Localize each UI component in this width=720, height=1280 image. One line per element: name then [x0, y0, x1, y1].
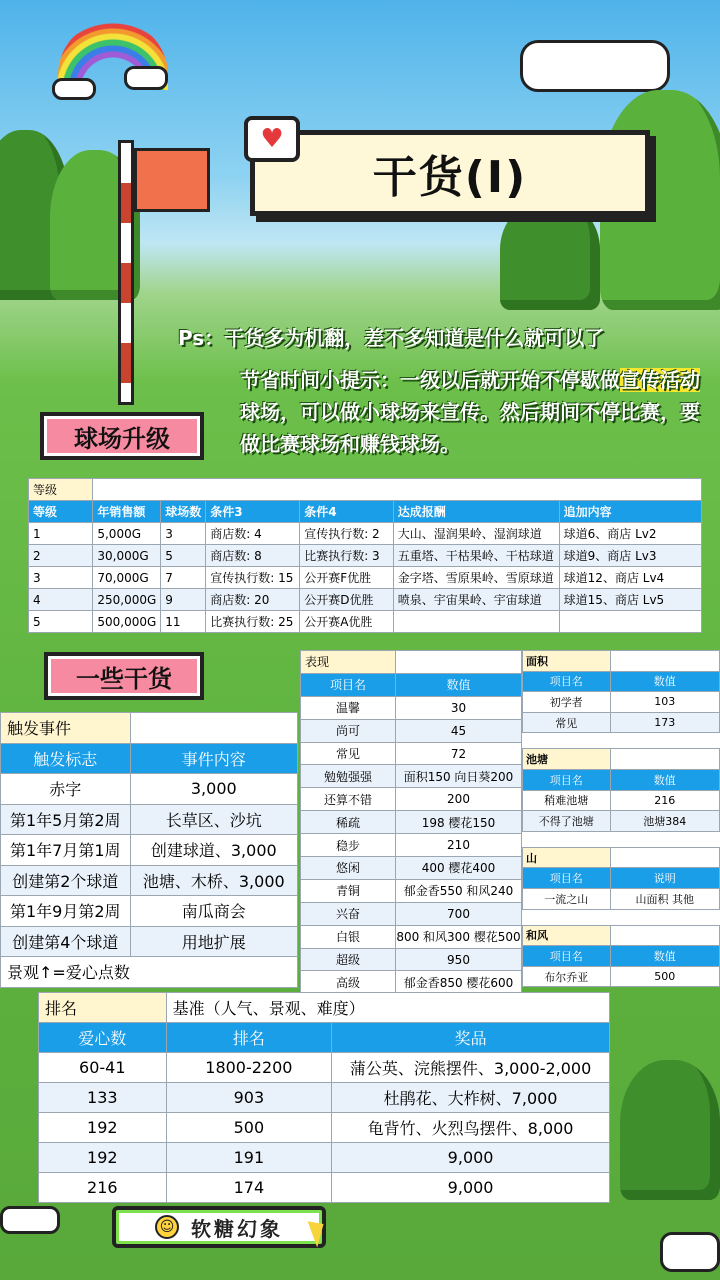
column-header: 说明 [610, 868, 719, 889]
bush-bottom [620, 1060, 720, 1200]
table-row [301, 948, 522, 971]
ps-note: Ps：干货多为机翻，差不多知道是什么就可以了 [178, 326, 605, 350]
section-label-tips: 一些干货 [44, 652, 204, 700]
cell: 400 樱花400 [396, 857, 522, 880]
column-header: 项目名 [301, 673, 396, 696]
cell: 173 [610, 712, 719, 733]
cell: 70,000G [93, 567, 161, 589]
cell: 第1年9月第2周 [1, 896, 131, 927]
table-row [39, 1173, 610, 1203]
table-row [1, 835, 298, 866]
table-row [1, 896, 298, 927]
cell: 1800-2200 [166, 1053, 332, 1083]
table-row [301, 788, 522, 811]
cell: 第1年5月第2周 [1, 804, 131, 835]
cell: 悠闲 [301, 857, 396, 880]
table-row [39, 1113, 610, 1143]
cell: 商店数: 4 [206, 523, 300, 545]
column-header: 排名 [166, 1023, 332, 1053]
cell: 温馨 [301, 696, 396, 719]
column-header: 年销售额 [93, 501, 161, 523]
cell: 宣传执行数: 15 [206, 567, 300, 589]
table-row [523, 966, 720, 987]
column-header: 条件3 [206, 501, 300, 523]
cell: 郁金香550 和风240 [396, 879, 522, 902]
performance-table [300, 650, 522, 994]
cell: 30 [396, 696, 522, 719]
cell: 球道12、商店 Lv4 [559, 567, 701, 589]
cell: 稳步 [301, 834, 396, 857]
cell: 1 [29, 523, 93, 545]
table-row [1, 865, 298, 896]
column-header: 球场数 [161, 501, 206, 523]
cell: 龟背竹、火烈鸟摆件、8,000 [332, 1113, 610, 1143]
cell: 公开赛F优胜 [300, 567, 394, 589]
table-caption: 和风 [523, 925, 611, 946]
cell: 5 [161, 545, 206, 567]
cell: 长草区、沙坑 [130, 804, 297, 835]
column-header: 项目名 [523, 868, 611, 889]
cell: 五重塔、干枯果岭、干枯球道 [393, 545, 559, 567]
cell: 216 [610, 790, 719, 811]
cell: 9,000 [332, 1173, 610, 1203]
brand-badge [112, 1206, 326, 1248]
cell: 216 [39, 1173, 167, 1203]
column-header: 项目名 [523, 671, 611, 692]
table-caption: 面积 [523, 651, 611, 672]
cell: 常见 [301, 742, 396, 765]
cell: 9,000 [332, 1143, 610, 1173]
cloud-icon [660, 1232, 720, 1272]
cell: 3 [161, 523, 206, 545]
cell: 创建第2个球道 [1, 865, 131, 896]
cell: 球道9、商店 Lv3 [559, 545, 701, 567]
cell: 初学者 [523, 692, 611, 713]
column-header: 追加内容 [559, 501, 701, 523]
table-row [1, 926, 298, 957]
cell: 133 [39, 1083, 167, 1113]
table-row [301, 696, 522, 719]
cell: 山面积 其他 [610, 888, 719, 909]
table-caption: 触发事件 [1, 713, 131, 744]
table-caption: 表现 [301, 651, 396, 674]
table-row [39, 1143, 610, 1173]
cell: 5 [29, 611, 93, 633]
time-saving-tip [240, 364, 700, 460]
table-caption-note: 基准（人气、景观、难度） [166, 993, 609, 1023]
cell: 191 [166, 1143, 332, 1173]
cell: 比赛执行数: 3 [300, 545, 394, 567]
page-title-box [250, 130, 650, 216]
table-row [523, 888, 720, 909]
cell: 2 [29, 545, 93, 567]
cell: 池塘384 [610, 811, 719, 832]
table-caption: 排名 [39, 993, 167, 1023]
table-row [29, 523, 702, 545]
level-table [28, 478, 702, 633]
cell: 45 [396, 719, 522, 742]
column-header: 数值 [396, 673, 522, 696]
cell: 用地扩展 [130, 926, 297, 957]
column-header: 爱心数 [39, 1023, 167, 1053]
table-row [29, 589, 702, 611]
cell [393, 611, 559, 633]
table-row [301, 857, 522, 880]
heart-icon: ♥ [244, 116, 300, 162]
table-caption: 等级 [29, 479, 93, 501]
cell: 11 [161, 611, 206, 633]
cell: 192 [39, 1113, 167, 1143]
cell: 稍难池塘 [523, 790, 611, 811]
page-title: 干货(I) [372, 152, 528, 203]
column-header: 奖品 [332, 1023, 610, 1053]
cell: 面积150 向日葵200 [396, 765, 522, 788]
brand-name: 软糖幻象 [191, 1216, 283, 1241]
table-row [523, 712, 720, 733]
cell: 白银 [301, 925, 396, 948]
column-header: 项目名 [523, 769, 611, 790]
cell: 兴奋 [301, 902, 396, 925]
cloud-icon [520, 40, 670, 92]
cell: 金字塔、雪原果岭、雪原球道 [393, 567, 559, 589]
column-header: 达成报酬 [393, 501, 559, 523]
cell: 500 [166, 1113, 332, 1143]
table-row [301, 719, 522, 742]
tip-text-before: 节省时间小提示：一级以后就开始不停歇做 [240, 368, 620, 392]
table-row [1, 774, 298, 805]
table-row [301, 765, 522, 788]
cell: 500 [610, 966, 719, 987]
table-row [301, 925, 522, 948]
cell: 60-41 [39, 1053, 167, 1083]
cell: 7 [161, 567, 206, 589]
table-row [301, 879, 522, 902]
cell: 250,000G [93, 589, 161, 611]
flag-pole [118, 140, 134, 405]
table-row [301, 742, 522, 765]
column-header: 触发标志 [1, 743, 131, 774]
cloud-icon [52, 78, 96, 100]
cell: 103 [610, 692, 719, 713]
table-row [301, 834, 522, 857]
cell: 宣传执行数: 2 [300, 523, 394, 545]
cell: 池塘、木桥、3,000 [130, 865, 297, 896]
cell: 杜鹃花、大柞树、7,000 [332, 1083, 610, 1113]
cell: 3 [29, 567, 93, 589]
column-header: 项目名 [523, 946, 611, 967]
table-row [29, 545, 702, 567]
cell: 公开赛D优胜 [300, 589, 394, 611]
column-header: 数值 [610, 769, 719, 790]
column-header: 数值 [610, 946, 719, 967]
cell: 500,000G [93, 611, 161, 633]
table-row [301, 811, 522, 834]
cell: 第1年7月第1周 [1, 835, 131, 866]
cell: 700 [396, 902, 522, 925]
table-row [39, 1053, 610, 1083]
cell: 950 [396, 948, 522, 971]
tree-right [500, 200, 600, 310]
cell: 商店数: 20 [206, 589, 300, 611]
cell: 尚可 [301, 719, 396, 742]
cell: 商店数: 8 [206, 545, 300, 567]
cell: 郁金香850 樱花600 [396, 971, 522, 994]
table-row [29, 567, 702, 589]
cell: 一流之山 [523, 888, 611, 909]
cell: 174 [166, 1173, 332, 1203]
table-caption: 山 [523, 847, 611, 868]
table-row [523, 811, 720, 832]
table-row [523, 692, 720, 713]
cell: 高级 [301, 971, 396, 994]
table-row [39, 1083, 610, 1113]
cell: 210 [396, 834, 522, 857]
cell: 蒲公英、浣熊摆件、3,000-2,000 [332, 1053, 610, 1083]
table-row [301, 902, 522, 925]
smile-icon: ☺ [155, 1215, 179, 1239]
table-row [1, 804, 298, 835]
cell: 常见 [523, 712, 611, 733]
column-header: 条件4 [300, 501, 394, 523]
cell: 超级 [301, 948, 396, 971]
cell: 南瓜商会 [130, 896, 297, 927]
cell: 800 和风300 樱花500 [396, 925, 522, 948]
cell: 30,000G [93, 545, 161, 567]
cell: 5,000G [93, 523, 161, 545]
column-header: 事件内容 [130, 743, 297, 774]
cell: 布尔乔亚 [523, 966, 611, 987]
cell: 72 [396, 742, 522, 765]
cell: 还算不错 [301, 788, 396, 811]
cell: 200 [396, 788, 522, 811]
cell: 创建第4个球道 [1, 926, 131, 957]
table-row [29, 611, 702, 633]
cell: 球道15、商店 Lv5 [559, 589, 701, 611]
cell: 不得了池塘 [523, 811, 611, 832]
side-tables [522, 650, 720, 987]
cell: 大山、湿润果岭、湿润球道 [393, 523, 559, 545]
cell: 喷泉、宇宙果岭、宇宙球道 [393, 589, 559, 611]
flag-icon [134, 148, 210, 212]
cell: 比赛执行数: 25 [206, 611, 300, 633]
cell: 创建球道、3,000 [130, 835, 297, 866]
tip-highlight: 宣传活动 [620, 368, 700, 392]
table-footnote: 景观↑=爱心点数 [1, 957, 298, 988]
table-row [301, 971, 522, 994]
column-header: 数值 [610, 671, 719, 692]
cell [559, 611, 701, 633]
table-caption: 池塘 [523, 749, 611, 770]
table-row [523, 790, 720, 811]
section-label-course-upgrade: 球场升级 [40, 412, 204, 460]
trigger-event-table [0, 712, 298, 988]
tip-text-after: 球场，可以做小球场来宣传。然后期间不停比赛，要做比赛球场和赚钱球场。 [240, 400, 700, 456]
column-header: 等级 [29, 501, 93, 523]
cell: 赤字 [1, 774, 131, 805]
cell: 公开赛A优胜 [300, 611, 394, 633]
cell: 青铜 [301, 879, 396, 902]
cell: 3,000 [130, 774, 297, 805]
cell: 198 樱花150 [396, 811, 522, 834]
cell: 稀疏 [301, 811, 396, 834]
ranking-table [38, 992, 610, 1203]
cell: 球道6、商店 Lv2 [559, 523, 701, 545]
cell: 903 [166, 1083, 332, 1113]
cell: 192 [39, 1143, 167, 1173]
cloud-icon [0, 1206, 60, 1234]
cell: 9 [161, 589, 206, 611]
cell: 勉勉强强 [301, 765, 396, 788]
cell: 4 [29, 589, 93, 611]
cloud-icon [124, 66, 168, 90]
